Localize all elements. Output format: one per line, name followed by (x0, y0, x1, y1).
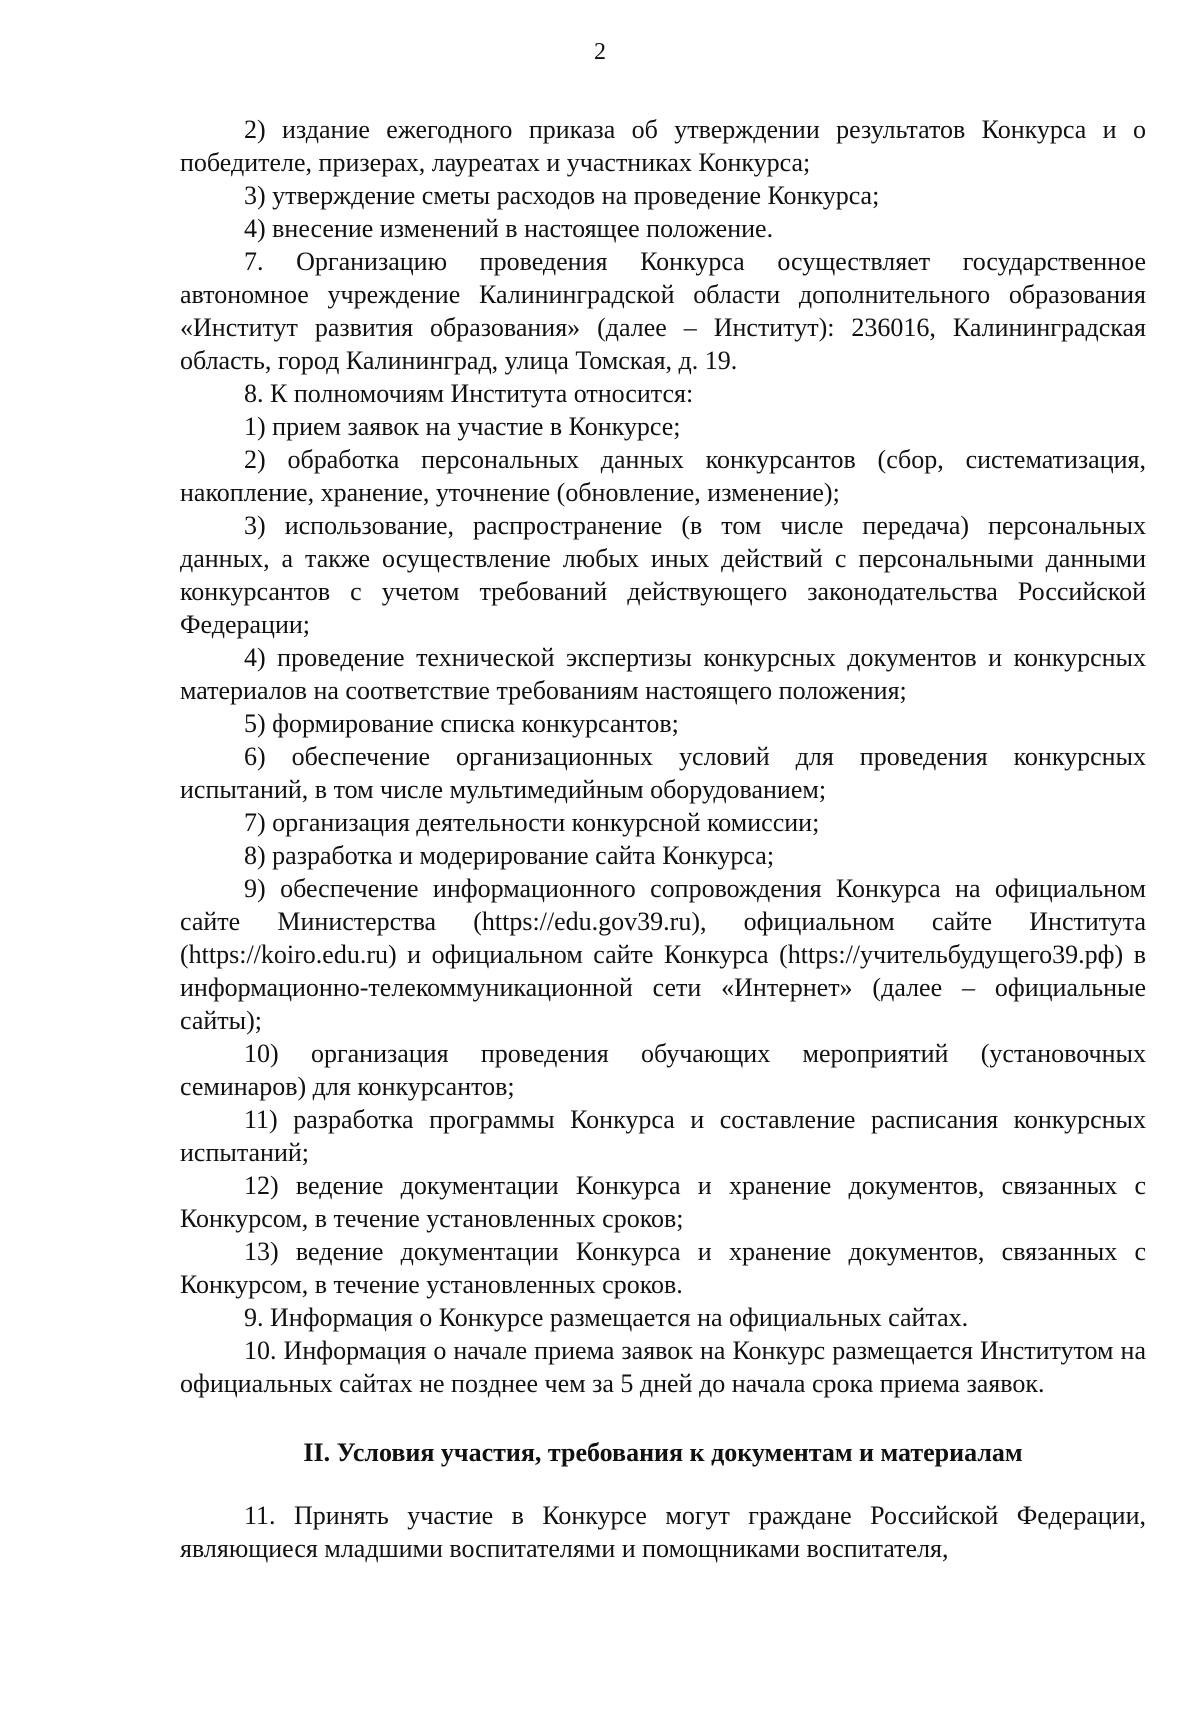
paragraph: 3) утверждение сметы расходов на проведение Конкурса; (244, 181, 880, 210)
paragraph: 7) организация деятельности конкурсной комиссии; (244, 808, 820, 837)
paragraph: 8. К полномочиям Института относится: (244, 379, 694, 408)
paragraph: 9) обеспечение информационного сопровождения Конкурса на официальном сайте Министерства (https://edu.gov39.ru), официальном сайте Института (https://koiro.edu.ru) и официальном сайте Конкурса (https://учительбудущего39.рф) в информационно-телекоммуникационной сети «Интернет» (далее – официальные сайты); (180, 874, 1146, 1035)
paragraph: 12) ведение документации Конкурса и хранение документов, связанных с Конкурсом, в течение установленных сроков; (180, 1171, 1146, 1233)
paragraph: 6) обеспечение организационных условий для проведения конкурсных испытаний, в том числе мультимедийным оборудованием; (180, 742, 1146, 804)
section-heading: II. Условия участия, требования к документам и материалам (303, 1438, 1023, 1467)
paragraph: 10) организация проведения обучающих мероприятий (установочных семинаров) для конкурсантов; (180, 1039, 1146, 1101)
paragraph: 2) обработка персональных данных конкурсантов (сбор, систематизация, накопление, хранение, уточнение (обновление, изменение); (180, 445, 1146, 507)
page-number: 2 (594, 39, 606, 65)
paragraph: 13) ведение документации Конкурса и хранение документов, связанных с Конкурсом, в течение установленных сроков. (180, 1237, 1146, 1299)
paragraph: 9. Информация о Конкурсе размещается на официальных сайтах. (244, 1303, 969, 1332)
paragraph: 4) проведение технической экспертизы конкурсных документов и конкурсных материалов на соответствие требованиям настоящего положения; (180, 643, 1146, 705)
document-body (180, 113, 1146, 1565)
paragraph: 11. Принять участие в Конкурсе могут граждане Российской Федерации, являющиеся младшими воспитателями и помощниками воспитателя, (180, 1501, 1146, 1563)
paragraph: 11) разработка программы Конкурса и составление расписания конкурсных испытаний; (180, 1105, 1146, 1167)
paragraph: 2) издание ежегодного приказа об утверждении результатов Конкурса и о победителе, призерах, лауреатах и участниках Конкурса; (180, 115, 1146, 177)
paragraph: 7. Организацию проведения Конкурса осуществляет государственное автономное учреждение Калининградской области дополнительного образования «Институт развития образования» (далее – Институт): 236016, Калининградская область, город Калининград, улица Томская, д. 19. (180, 247, 1146, 375)
paragraph: 3) использование, распространение (в том числе передача) персональных данных, а также осуществление любых иных действий с персональными данными конкурсантов с учетом требований действующего законодательства Российской Федерации; (180, 511, 1146, 639)
paragraph: 10. Информация о начале приема заявок на Конкурс размещается Институтом на официальных сайтах не позднее чем за 5 дней до начала срока приема заявок. (180, 1336, 1146, 1398)
paragraph: 8) разработка и модерирование сайта Конкурса; (244, 841, 775, 870)
paragraph: 1) прием заявок на участие в Конкурсе; (244, 412, 681, 441)
paragraph: 5) формирование списка конкурсантов; (244, 709, 679, 738)
paragraph: 4) внесение изменений в настоящее положение. (244, 214, 774, 243)
